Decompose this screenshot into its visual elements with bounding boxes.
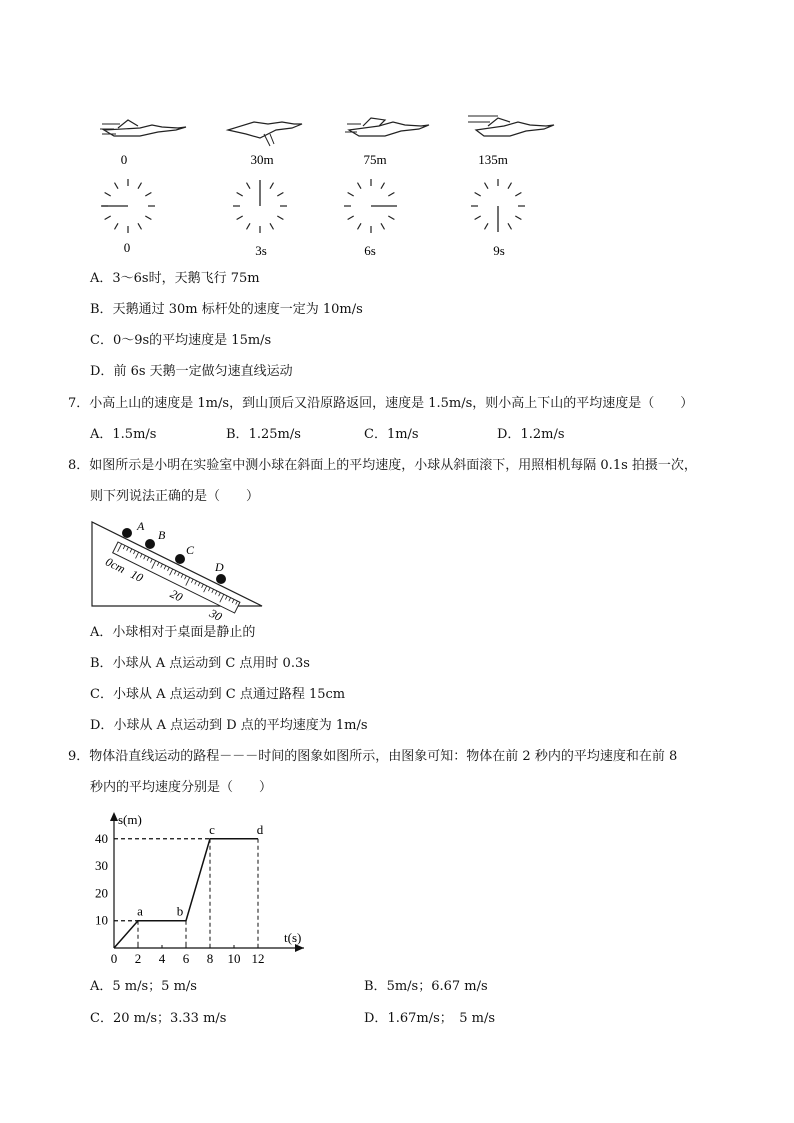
ball-label: D — [215, 560, 224, 574]
swan-figure — [90, 108, 550, 260]
distance-label: 0 — [120, 152, 128, 167]
ball-b — [145, 539, 155, 549]
x-tick-label: 4 — [158, 951, 166, 966]
time-label: 9s — [493, 243, 505, 258]
q6-option-a: A．3～6s时，天鹅飞行 75m — [90, 271, 260, 286]
y-axis-arrow — [110, 812, 118, 821]
distance-label: 30m — [250, 152, 274, 167]
q7-option-c: C．1m/s — [364, 427, 419, 442]
ball-d — [216, 574, 226, 584]
q9-option-d: D．1.67m/s； 5 m/s — [364, 1011, 496, 1026]
incline-figure-svg — [88, 516, 268, 624]
y-tick-label: 20 — [95, 885, 108, 901]
st-graph-svg — [86, 808, 316, 968]
ruler-label: 20 — [167, 586, 185, 605]
stopwatch-icon — [101, 179, 155, 233]
q9-stem-line2: 秒内的平均速度分别是（ ） — [90, 780, 273, 795]
q9-stem-line1: 9．物体沿直线运动的路程－－－时间的图象如图所示，由图象可知：物体在前 2 秒内的平均速度和在前 8 — [68, 749, 678, 764]
distance-label: 135m — [478, 152, 508, 167]
stopwatch-icon — [344, 179, 397, 233]
ball-a — [122, 528, 132, 538]
time-label: 0 — [123, 240, 131, 255]
point-label: a — [137, 903, 143, 919]
q8-option-c: C．小球从 A 点运动到 C 点通过路程 15cm — [90, 687, 346, 702]
point-label: b — [176, 903, 184, 919]
distance-label: 75m — [363, 152, 387, 167]
q7-option-a: A．1.5m/s — [90, 427, 157, 442]
q6-option-c: C．0～9s的平均速度是 15m/s — [90, 333, 272, 348]
time-label: 6s — [364, 243, 376, 258]
x-tick-label: 8 — [206, 951, 214, 966]
swan-icon — [468, 116, 554, 136]
q8-option-b: B．小球从 A 点运动到 C 点用时 0.3s — [90, 656, 310, 671]
q9-option-a: A．5 m/s；5 m/s — [90, 979, 197, 994]
ruler-label: 30 — [207, 605, 225, 624]
q7-option-b: B．1.25m/s — [226, 427, 301, 442]
st-graph — [86, 808, 316, 968]
y-axis-label: s(m) — [118, 812, 142, 827]
q8-stem-line2: 则下列说法正确的是（ ） — [90, 489, 260, 504]
ball-label: B — [158, 528, 166, 542]
q6-option-d: D．前 6s 天鹅一定做匀速直线运动 — [90, 364, 293, 379]
time-label: 3s — [255, 243, 267, 258]
swan-icon — [345, 118, 429, 136]
y-tick-label: 40 — [95, 830, 108, 846]
point-label: d — [256, 821, 264, 837]
swan-figure-svg — [90, 108, 550, 260]
q8-option-d: D．小球从 A 点运动到 D 点的平均速度为 1m/s — [90, 718, 368, 733]
q8-stem-line1: 8．如图所示是小明在实验室中测小球在斜面上的平均速度，小球从斜面滚下，用照相机每隔 0.1s 拍摄一次， — [68, 458, 697, 473]
ruler-label: 0cm — [103, 554, 128, 576]
x-axis-arrow — [295, 944, 304, 952]
x-tick-label: 10 — [227, 951, 241, 966]
x-tick-label: 0 — [110, 951, 118, 966]
q6-option-b: B．天鹅通过 30m 标杆处的速度一定为 10m/s — [90, 302, 363, 317]
point-label: c — [209, 821, 215, 837]
ball-label: C — [186, 543, 195, 557]
q8-option-a: A．小球相对于桌面是静止的 — [90, 625, 256, 640]
x-tick-label: 6 — [182, 951, 190, 966]
y-tick-label: 10 — [95, 912, 108, 928]
x-axis-label: t(s) — [284, 930, 302, 945]
ball-c — [175, 554, 185, 564]
y-tick-label: 30 — [95, 858, 108, 874]
swan-icon — [228, 122, 302, 146]
swan-icon — [100, 120, 186, 136]
q9-option-b: B．5m/s；6.67 m/s — [364, 979, 488, 994]
x-tick-label: 12 — [251, 951, 265, 966]
ball-label: A — [137, 519, 145, 533]
incline-figure — [88, 516, 268, 624]
stopwatch-icon — [233, 180, 287, 233]
q7-stem: 7．小高上山的速度是 1m/s，到山顶后又沿原路返回，速度是 1.5m/s，则小高上下山的平均速度是（ ） — [68, 396, 694, 411]
x-tick-label: 2 — [134, 951, 142, 966]
stopwatch-icon — [471, 179, 525, 232]
ruler-label: 10 — [128, 566, 146, 585]
q9-option-c: C．20 m/s；3.33 m/s — [90, 1011, 227, 1026]
q7-option-d: D．1.2m/s — [497, 427, 565, 442]
